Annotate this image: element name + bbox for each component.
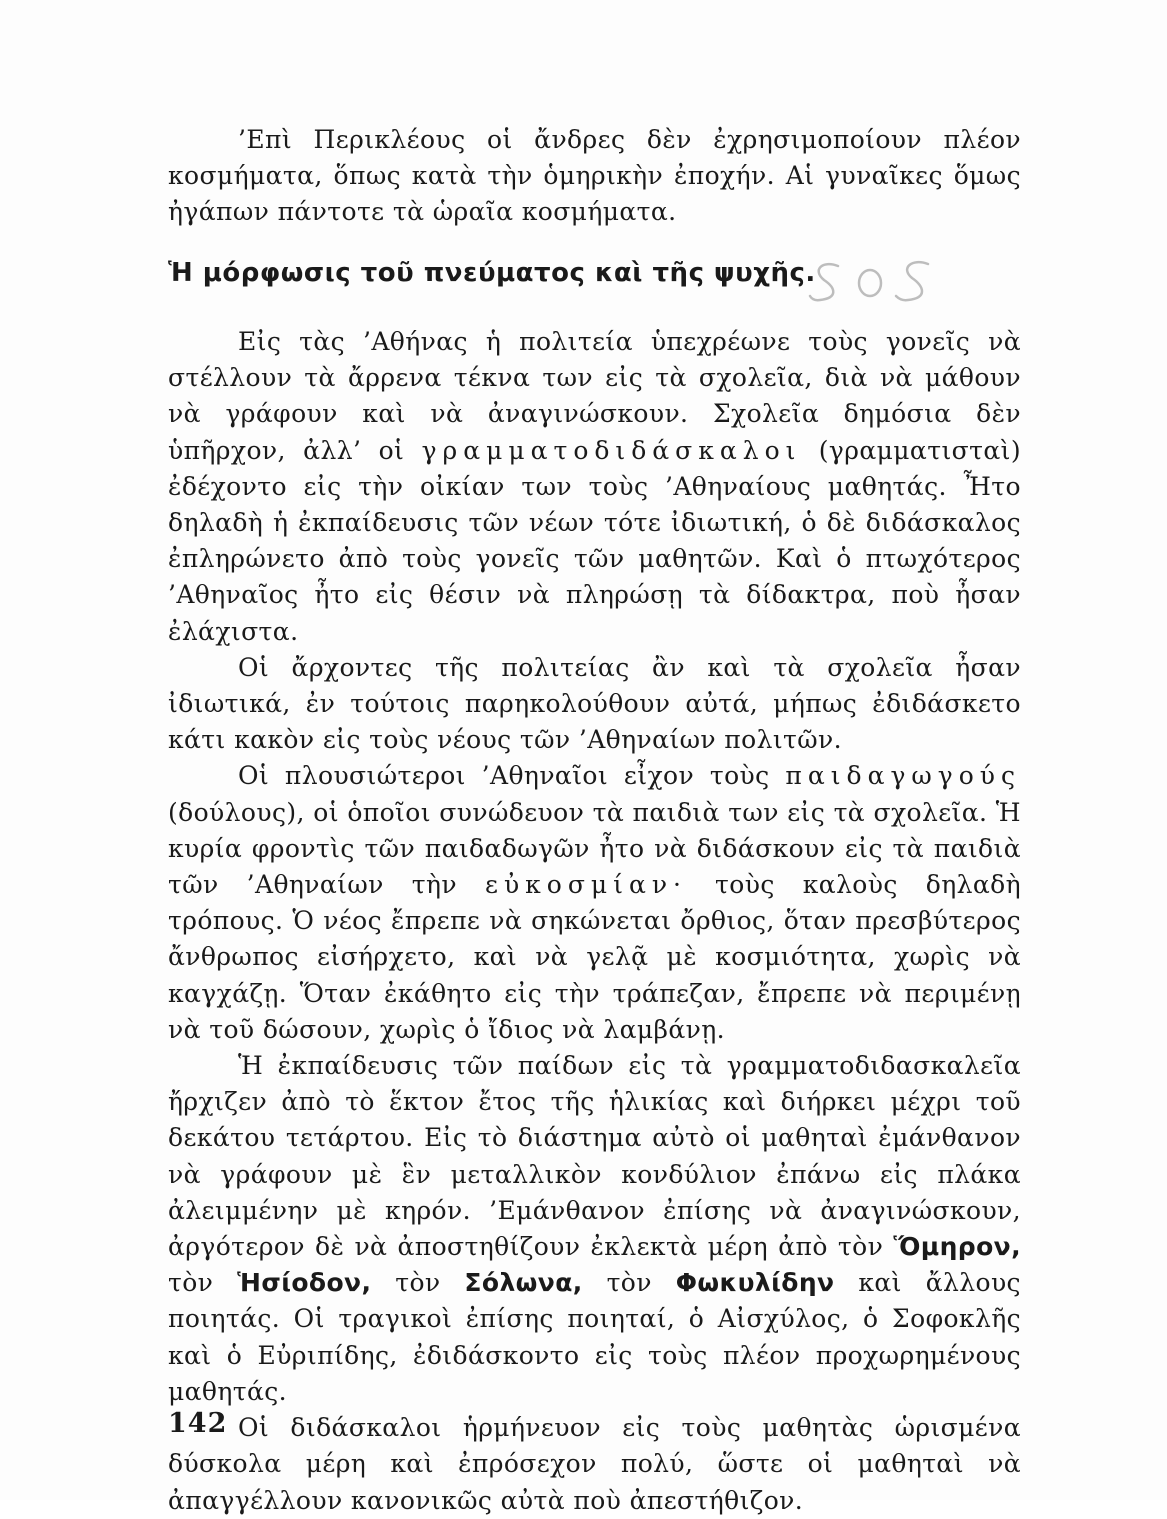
paragraph-1-part-a: Εἰς τὰς ’Αθήνας ἡ πολιτεία ὑπεχρέωνε τοὺς γονεῖς νὰ στέλλουν τὰ ἄρρενα τέκνα των εἰς τὰ σχολεῖα, διὰ νὰ μάθουν νὰ γράφουν καὶ νὰ ἀναγινώσκουν. Σχολεῖα δημόσια δὲν ὑπῆρχον, ἀλλ’ οἱ (168, 327, 1021, 465)
paragraph-3 (168, 758, 1021, 1048)
paragraph-2: Οἱ ἄρχοντες τῆς πολιτείας ἂν καὶ τὰ σχολεῖα ἦσαν ἰδιωτικά, ἐν τούτοις παρηκολούθουν αὐτά, μήπως ἐδιδάσκετο κάτι κακὸν εἰς τοὺς νέους τῶν ’Αθηναίων πολιτῶν. (168, 652, 1021, 755)
section-heading: Ἡ μόρφωσις τοῦ πνεύματος καὶ τῆς ψυχῆς. (168, 258, 816, 288)
paragraph-5: Οἱ διδάσκαλοι ἡρμήνευον εἰς τοὺς μαθητὰς ὡρισμένα δύσκολα μέρη καὶ ἐπρόσεχον πολύ, ὥστε οἱ μαθηταὶ νὰ ἀπαγγέλλουν κανονικῶς αὐτὰ ποὺ ἀπεστήθιζον. (168, 1413, 1021, 1515)
spaced-term-eukosmian: εὐκοσμίαν· (485, 870, 687, 900)
name-phocylides: Φωκυλίδην (675, 1268, 835, 1298)
page-number: 142 (168, 1408, 228, 1439)
spaced-term-paidagogous: παιδαγωγούς (785, 761, 1021, 791)
paragraph-3-part-b: (δούλους), οἱ ὁποῖοι συνώδευον τὰ παιδιὰ των εἰς τὰ σχολεῖα. Ἡ κυρία φροντὶς τῶν παιδαδωγῶν ἦτο νὰ διδάσκουν εἰς τὰ παιδιὰ τῶν ’Αθηναίων τὴν (168, 797, 1021, 900)
paragraph-3-part-a: Οἱ πλουσιώτεροι ’Αθηναῖοι εἶχον τοὺς (238, 761, 770, 791)
article-2: τὸν (395, 1268, 441, 1298)
paragraph-1-part-b: (γραμματισταὶ) ἐδέχοντο εἰς τὴν οἰκίαν των τοὺς ’Αθηναίους μαθητάς. Ἦτο δηλαδὴ ἡ ἐκπαίδευσις τῶν νέων τότε ἰδιωτική, ὁ δὲ διδάσκαλος ἐπληρώνετο ἀπὸ τοὺς γονεῖς τῶν μαθητῶν. Καὶ ὁ πτωχότερος ’Αθηναῖος ἦτο εἰς θέσιν νὰ πληρώσῃ τὰ δίδακτρα, ποὺ ἦσαν ἐλάχιστα. (168, 435, 1021, 646)
paragraph-4-part-b: καὶ ἄλλους ποιητάς. Οἱ τραγικοὶ ἐπίσης ποιηταί, ὁ Αἰσχύλος, ὁ Σοφοκλῆς καὶ ὁ Εὐριπίδης, ἐδιδάσκοντο εἰς τοὺς πλέον προχωρημένους μαθητάς. (168, 1268, 1021, 1406)
name-homer: Ὅμηρον, (893, 1232, 1021, 1262)
intro-paragraph: ’Επὶ Περικλέους οἱ ἄνδρες δὲν ἐχρησιμοποίουν πλέον κοσμήματα, ὅπως κατὰ τὴν ὁμηρικὴν ἐποχήν. Αἱ γυναῖκες ὅμως ἠγάπων πάντοτε τὰ ὡραῖα κοσμήματα. (168, 125, 1021, 227)
name-hesiod: Ἡσίοδον, (237, 1268, 372, 1298)
paragraph-4 (168, 1048, 1021, 1410)
paragraph-1 (168, 324, 1021, 650)
paragraph-3-part-c: τοὺς καλοὺς δηλαδὴ τρόπους. Ὁ νέος ἔπρεπε νὰ σηκώνεται ὄρθιος, ὅταν πρεσβύτερος ἄνθρωπος εἰσήρχετο, καὶ νὰ γελᾷ μὲ κοσμιότητα, χωρὶς νὰ καγχάζῃ. Ὅταν ἐκάθητο εἰς τὴν τράπεζαν, ἔπρεπε νὰ περιμένῃ νὰ τοῦ δώσουν, χωρὶς ὁ ἴδιος νὰ λαμβάνῃ. (168, 870, 1021, 1044)
spaced-term-grammatodidaskaloi: γραμματοδιδάσκαλοι (421, 435, 802, 465)
intro-block (168, 122, 1021, 231)
article-1: τὸν (168, 1268, 214, 1298)
main-text-block (168, 324, 1021, 1519)
handwritten-sos-mark (808, 258, 938, 308)
article-3: τὸν (606, 1268, 652, 1298)
paragraph-4-part-a: Ἡ ἐκπαίδευσις τῶν παίδων εἰς τὰ γραμματοδιδασκαλεῖα ἤρχιζεν ἀπὸ τὸ ἕκτον ἔτος τῆς ἡλικίας καὶ διήρκει μέχρι τοῦ δεκάτου τετάρτου. Εἰς τὸ διάστημα αὐτὸ οἱ μαθηταὶ ἐμάνθανον νὰ γράφουν μὲ ἓν μεταλλικὸν κονδύλιον ἐπάνω εἰς πλάκα ἀλειμμένην μὲ κηρόν. ’Εμάνθανον ἐπίσης νὰ ἀναγινώσκουν, ἀργότερον δὲ νὰ ἀποστηθίζουν ἐκλεκτὰ μέρη ἀπὸ τὸν (168, 1051, 1021, 1262)
name-solon: Σόλωνα, (464, 1268, 583, 1298)
